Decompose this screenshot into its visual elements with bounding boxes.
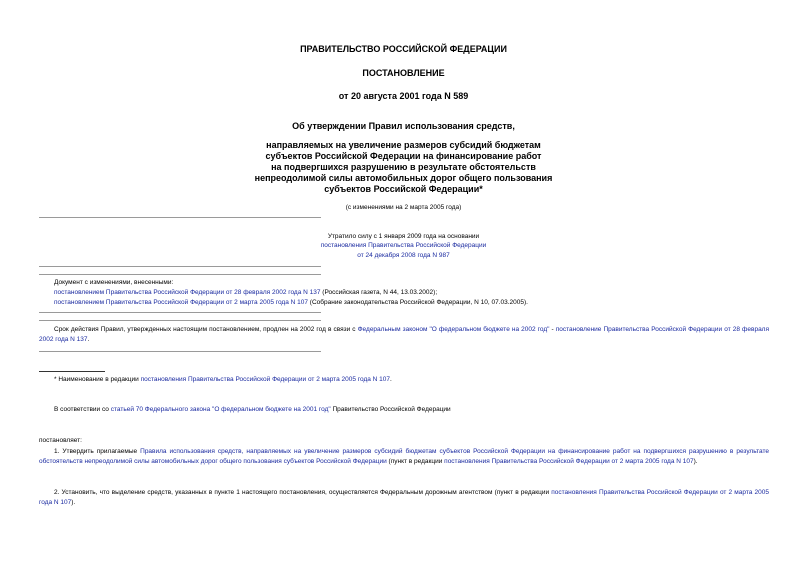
changes-item [54, 288, 437, 297]
title-line: субъектов Российской Федерации на финансирование работ [265, 151, 542, 161]
changes-item-link[interactable]: постановлением Правительства Российской Федерации от 2 марта 2005 года N 107 [54, 299, 308, 306]
title-line: субъектов Российской Федерации* [324, 184, 483, 194]
decree-link[interactable]: постановление Правительства Российской Федерации от 28 февраля 2002 года N 137 [39, 326, 769, 343]
divider [39, 312, 321, 313]
changes-heading: Документ с изменениями, внесенными: [54, 279, 174, 286]
title-line: Об утверждении Правил использования средств, [292, 121, 515, 131]
divider [39, 351, 321, 352]
footnote-link[interactable]: постановления Правительства Российской Федерации от 2 марта 2005 года N 107 [140, 376, 391, 383]
document-type: ПОСТАНОВЛЕНИЕ [362, 68, 445, 78]
divider [39, 320, 321, 321]
government-heading: ПРАВИТЕЛЬСТВО РОССИЙСКОЙ ФЕДЕРАЦИИ [300, 44, 507, 54]
validity-note: Срок действия Правил, утвержденных настоящим постановлением, продлен на 2002 год в связи с Федеральным законом "О федеральном бюджете на 2002 год" - постановление Правительства Российской Федерации от 28 февраля 2002 года N 137. [39, 326, 769, 343]
point-2-edit-link[interactable]: постановления Правительства Российской Федерации от 2 марта 2005 года N 107 [39, 489, 769, 506]
federal-law-link[interactable]: Федеральным законом "О федеральном бюджете на 2002 год" [357, 326, 550, 333]
point-1: 1. Утвердить прилагаемые Правила использования средств, направляемых на увеличение размеров субсидий бюджетам субъектов Российской Федерации на финансирование работ на подвергшихся разрушению в результате обстоятельств непреодолимой силы автомобильных дорог общего пользования субъектов Российской Федерации (пункт в редакции постановления Правительства Российской Федерации от 2 марта 2005 года N 107). [39, 448, 769, 465]
changes-item-link[interactable]: постановлением Правительства Российской Федерации от 28 февраля 2002 года N 137 [54, 289, 321, 296]
document-date-number: от 20 августа 2001 года N 589 [338, 91, 469, 101]
changes-item-source: (Российская газета, N 44, 13.03.2002); [320, 289, 438, 296]
expired-link[interactable]: от 24 декабря 2008 года N 987 [357, 252, 450, 259]
preamble-law-link[interactable]: статьей 70 Федерального закона "О федеральном бюджете на 2001 год" [110, 406, 331, 413]
preamble: В соответствии со статьей 70 Федерального закона "О федеральном бюджете на 2001 год" Правительство Российской Федерации [54, 406, 451, 413]
rules-link[interactable]: Правила использования средств, направляемых на увеличение размеров субсидий бюджетам субъектов Российской Федерации на финансирование работ на подвергшихся разрушению в результате обстоятельств непреодолимой силы автомобильных дорог общего пользования субъектов Российской Федерации [39, 448, 769, 465]
title-line: непреодолимой силы автомобильных дорог общего пользования [254, 173, 553, 183]
divider [39, 217, 321, 218]
changes-item [54, 298, 528, 307]
footnote: * Наименование в редакции постановления Правительства Российской Федерации от 2 марта 2005 года N 107. [54, 376, 392, 383]
title-line: на подвергшихся разрушению в результате обстоятельств [271, 162, 536, 172]
changes-item-source: (Собрание законодательства Российской Федерации, N 10, 07.03.2005). [308, 299, 528, 306]
point-1-edit-link[interactable]: постановления Правительства Российской Федерации от 2 марта 2005 года N 107 [444, 457, 694, 465]
point-2: 2. Установить, что выделение средств, указанных в пункте 1 настоящего постановления, осуществляется Федеральным дорожным агентством (пункт в редакции постановления Правительства Российской Федерации от 2 марта 2005 года N 107). [39, 489, 769, 506]
title-line: направляемых на увеличение размеров субсидий бюджетам [266, 140, 541, 150]
resolves-word: постановляет: [39, 437, 82, 444]
footnote-divider [39, 371, 105, 372]
divider [39, 266, 321, 267]
amendments-note: (с изменениями на 2 марта 2005 года) [345, 204, 462, 211]
divider [39, 274, 321, 275]
expired-link[interactable]: постановления Правительства Российской Федерации [320, 242, 487, 249]
expired-note: Утратило силу с 1 января 2009 года на основании [327, 233, 480, 240]
